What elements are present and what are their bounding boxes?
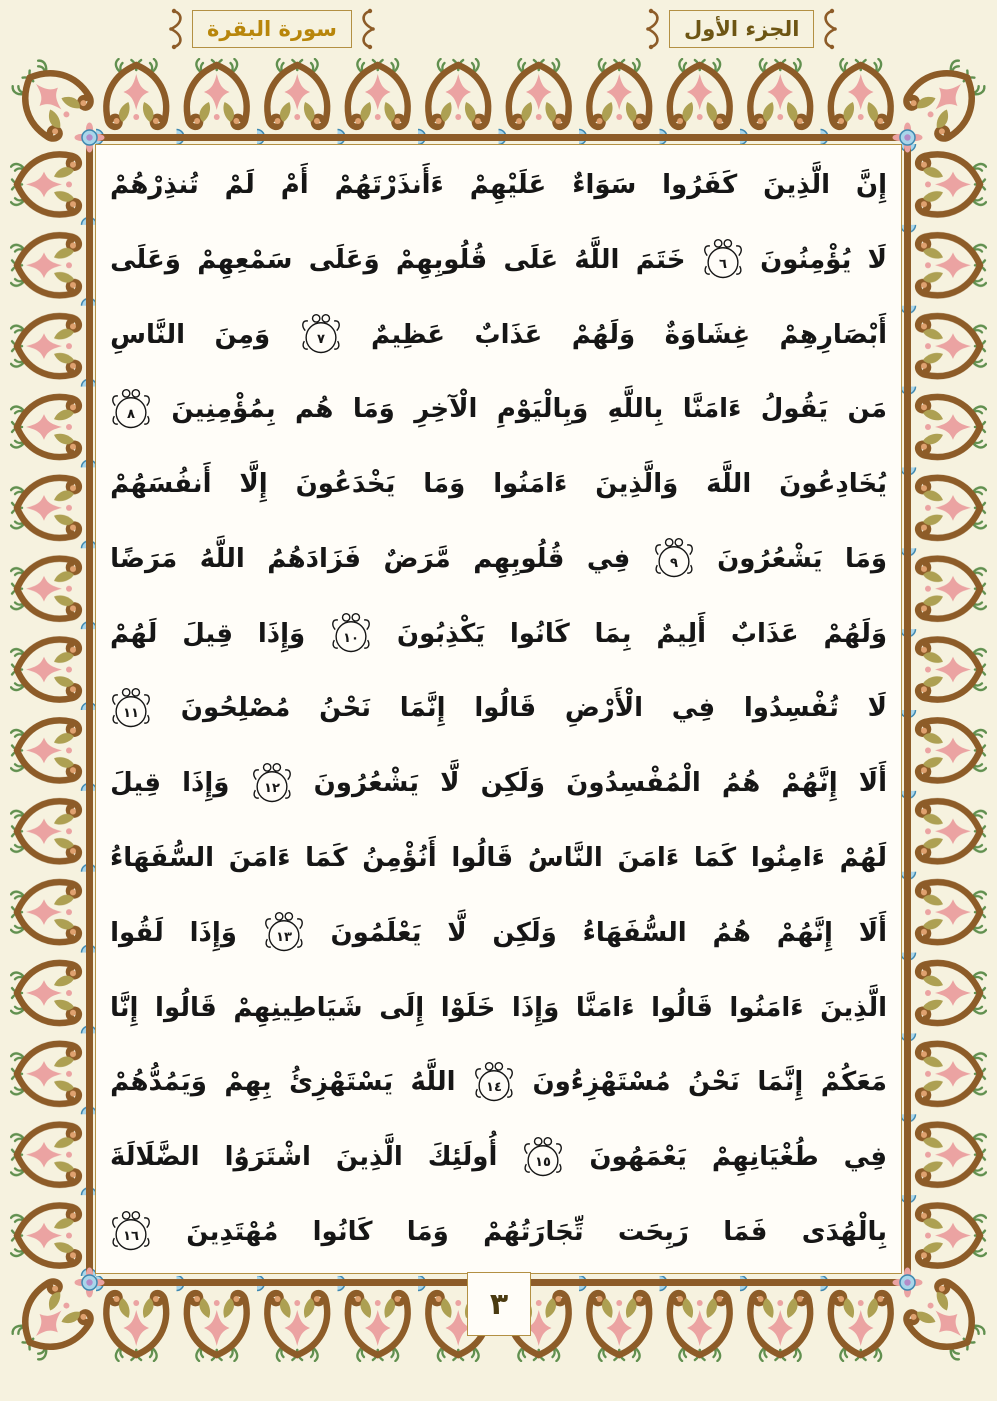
quran-word: وَعَلَى	[110, 244, 181, 275]
quran-line	[110, 898, 887, 969]
quran-word: الَّذِينَ	[335, 1142, 403, 1173]
quran-line	[110, 823, 887, 894]
svg-text:٨: ٨	[126, 406, 136, 422]
quran-line	[110, 1122, 887, 1193]
quran-word: فِي	[843, 1142, 887, 1173]
quran-word: لَقُوا	[110, 917, 164, 948]
quran-line	[110, 599, 887, 670]
quran-word: الضَّلَالَةَ	[110, 1142, 200, 1173]
quran-word: قَالُوا	[155, 992, 217, 1023]
quran-word: بِمُؤْمِنِينَ	[171, 394, 276, 425]
verse-number-medallion	[702, 237, 744, 283]
quran-line	[110, 673, 887, 744]
quran-word: فَمَا	[723, 1216, 768, 1247]
quran-word: بِهِمْ	[224, 1067, 272, 1098]
svg-text:١١: ١١	[123, 705, 140, 721]
quran-word: فَزَادَهُمُ	[267, 543, 362, 574]
cartouche-bracket-icon	[645, 7, 667, 51]
quran-word: ءَامَنَّا	[682, 394, 742, 425]
quran-word: اللَّهُ	[410, 1067, 456, 1098]
quran-word: كَمَا	[305, 843, 348, 874]
svg-text:٧: ٧	[316, 331, 325, 347]
quran-line	[110, 374, 887, 445]
quran-word: سَمْعِهِمْ	[197, 244, 293, 275]
quran-word: عَذَابٌ	[730, 618, 799, 649]
svg-text:١٠: ١٠	[343, 631, 360, 647]
verse-number-medallion	[473, 1060, 515, 1106]
quran-word: ءَأَنذَرْتَهُمْ	[334, 170, 444, 200]
quran-word: أَبْصَارِهِمْ	[779, 319, 887, 350]
quran-word: تُنذِرْهُمْ	[110, 170, 199, 200]
quran-word: مُسْتَهْزِءُونَ	[532, 1067, 671, 1098]
quran-word: لَهُمْ	[110, 618, 158, 649]
quran-word: تُفْسِدُوا	[743, 693, 839, 724]
quran-word: وَإِذَا	[182, 768, 230, 799]
quran-word: قَالُوا	[451, 843, 514, 874]
quran-word: ءَامَنُوا	[493, 469, 568, 500]
quran-word: كَفَرُوا	[662, 170, 738, 200]
quran-line	[110, 449, 887, 520]
quran-word: اشْتَرَوُا	[224, 1142, 311, 1173]
quran-word: تِّجَارَتُهُمْ	[483, 1216, 584, 1247]
cartouche-bracket-icon	[168, 7, 190, 51]
quran-text-area	[110, 150, 887, 1268]
quran-word: سَوَاءٌ	[572, 170, 637, 200]
svg-text:٩: ٩	[669, 556, 678, 572]
cartouche-bracket-icon	[816, 7, 838, 51]
quran-word: وَإِذَا	[257, 618, 306, 649]
page-number: ٣	[467, 1272, 531, 1336]
quran-word: اللَّهَ	[706, 469, 752, 500]
quran-word: السُّفَهَاءُ	[110, 843, 215, 874]
quran-word: مَن	[847, 394, 887, 425]
quran-word: الَّذِينَ	[763, 170, 830, 200]
quran-word: كَمَا	[693, 843, 737, 874]
quran-word: ءَامَنَ	[228, 843, 291, 874]
quran-word: لَّا	[440, 768, 460, 799]
quran-word: النَّاسِ	[110, 319, 186, 350]
svg-text:١٥: ١٥	[535, 1154, 552, 1170]
verse-number-medallion	[263, 910, 305, 956]
quran-word: عَلَى	[503, 244, 559, 275]
quran-word: رَبِحَت	[617, 1216, 689, 1247]
quran-word: يَكْذِبُونَ	[396, 618, 486, 649]
quran-word: وَمِنَ	[214, 319, 271, 350]
quran-word: وَلَكِن	[480, 768, 546, 799]
quran-word: أَنُؤْمِنُ	[362, 843, 437, 874]
quran-word: ءَامَنَ	[617, 843, 680, 874]
quran-word: عَظِيمٌ	[370, 319, 446, 350]
quran-word: بِمَا	[594, 618, 632, 649]
verse-number-medallion	[300, 312, 342, 358]
quran-line	[110, 225, 887, 296]
verse-number-medallion	[251, 761, 293, 807]
quran-word: النَّاسُ	[527, 843, 603, 874]
quran-word: إِنَّا	[110, 992, 139, 1023]
verse-number-medallion	[110, 1209, 152, 1255]
quran-word: وَلَهُمْ	[571, 319, 636, 350]
quran-word: قَالُوا	[651, 992, 713, 1023]
quran-word: وَعَلَى	[308, 244, 380, 275]
quran-word: هُمُ	[721, 768, 761, 799]
quran-word: يَعْمَهُونَ	[589, 1142, 687, 1173]
quran-word: وَإِذَا	[189, 917, 237, 948]
quran-line	[110, 300, 887, 371]
quran-word: لَهُمْ	[839, 843, 887, 874]
quran-word: يَسْتَهْزِئُ	[289, 1067, 394, 1098]
quran-word: قُلُوبِهِمْ	[395, 244, 488, 275]
quran-word: أَلَا	[858, 768, 887, 799]
juz-title: الجزء الأول	[669, 10, 814, 48]
quran-word: الَّذِينَ	[820, 992, 887, 1023]
quran-line	[110, 150, 887, 221]
quran-word: يَعْلَمُونَ	[330, 917, 422, 948]
quran-word: كَانُوا	[509, 618, 570, 649]
quran-word: وَمَا	[406, 1216, 449, 1247]
verse-number-medallion	[110, 387, 152, 433]
quran-word: قَالُوا	[474, 693, 537, 724]
quran-word: مَرَضًا	[110, 543, 178, 574]
quran-word: الْآخِرِ	[414, 394, 478, 425]
quran-word: إِنَّهُمْ	[781, 768, 838, 799]
quran-word: اللَّهُ	[574, 244, 620, 275]
quran-word: لَا	[867, 244, 887, 275]
quran-word: وَإِذَا	[511, 992, 560, 1023]
quran-word: خَلَوْا	[440, 992, 496, 1023]
quran-word: إِنَّ	[855, 170, 887, 200]
quran-line	[110, 1197, 887, 1268]
quran-word: يَخْدَعُونَ	[295, 469, 396, 500]
quran-line	[110, 748, 887, 819]
quran-word: وَلَهُمْ	[823, 618, 887, 649]
quran-word: يَشْعُرُونَ	[313, 768, 420, 799]
svg-text:١٢: ١٢	[263, 780, 280, 796]
quran-word: لَمْ	[224, 170, 255, 200]
quran-word: هُم	[295, 394, 334, 425]
quran-word: مُهْتَدِينَ	[186, 1216, 279, 1247]
quran-word: الْمُفْسِدُونَ	[566, 768, 701, 799]
quran-word: قُلُوبِهِم	[473, 543, 565, 574]
quran-word: مُصْلِحُونَ	[180, 693, 291, 724]
svg-text:١٣: ١٣	[275, 930, 292, 946]
svg-text:١٤: ١٤	[486, 1079, 503, 1095]
verse-number-medallion	[110, 686, 152, 732]
verse-number-medallion	[330, 611, 372, 657]
quran-word: بِاللَّهِ	[607, 394, 664, 425]
quran-word: إِنَّهُمْ	[776, 917, 833, 948]
quran-word: مَّرَضٌ	[383, 543, 451, 574]
quran-word: مَعَكُمْ	[820, 1067, 887, 1098]
quran-word: إِنَّمَا	[757, 1067, 804, 1098]
quran-word: إِنَّمَا	[399, 693, 446, 724]
quran-word: لَّا	[447, 917, 467, 948]
quran-word: عَلَيْهِمْ	[469, 170, 547, 200]
quran-word: إِلَى	[379, 992, 425, 1023]
quran-word: أَنفُسَهُمْ	[110, 469, 212, 500]
quran-line	[110, 524, 887, 595]
quran-word: يُخَادِعُونَ	[779, 469, 887, 500]
quran-word: إِلَّا	[239, 469, 268, 500]
quran-word: أَمْ	[280, 170, 309, 200]
quran-word: يَشْعُرُونَ	[717, 543, 823, 574]
quran-word: فِي	[586, 543, 631, 574]
quran-word: وَمَا	[423, 469, 466, 500]
quran-word: أَلِيمٌ	[656, 618, 707, 649]
quran-word: عَذَابٌ	[474, 319, 543, 350]
quran-word: السُّفَهَاءُ	[582, 917, 687, 948]
surah-title-cartouche	[168, 7, 376, 51]
quran-word: يُؤْمِنُونَ	[760, 244, 852, 275]
quran-word: اللَّهُ	[199, 543, 245, 574]
quran-word: أُولَئِكَ	[427, 1142, 498, 1173]
svg-text:١٦: ١٦	[122, 1229, 140, 1245]
quran-word: نَحْنُ	[319, 693, 371, 724]
quran-line	[110, 973, 887, 1044]
juz-title-cartouche	[645, 7, 838, 51]
quran-word: وَبِالْيَوْمِ	[496, 394, 589, 425]
quran-word: الْأَرْضِ	[564, 693, 644, 724]
quran-word: وَمَا	[844, 543, 887, 574]
quran-word: وَلَكِن	[492, 917, 557, 948]
quran-word: أَلَا	[858, 917, 887, 948]
quran-word: وَيَمُدُّهُمْ	[110, 1067, 207, 1098]
quran-word: نَحْنُ	[688, 1067, 740, 1098]
surah-title: سورة البقرة	[192, 10, 352, 48]
quran-word: وَمَا	[352, 394, 395, 425]
quran-word: فِي	[671, 693, 716, 724]
quran-word: يَقُولُ	[760, 394, 829, 425]
quran-word: خَتَمَ	[635, 244, 686, 275]
quran-word: قِيلَ	[182, 618, 234, 649]
quran-line	[110, 1047, 887, 1118]
quran-word: غِشَاوَةٌ	[664, 319, 751, 350]
quran-word: بِالْهُدَى	[801, 1216, 887, 1247]
quran-word: قِيلَ	[110, 768, 161, 799]
cartouche-bracket-icon	[354, 7, 376, 51]
quran-word: ءَامَنُوا	[729, 992, 804, 1023]
quran-word: كَانُوا	[312, 1216, 373, 1247]
quran-word: وَالَّذِينَ	[595, 469, 679, 500]
quran-word: طُغْيَانِهِمْ	[711, 1142, 819, 1173]
quran-word: هُمُ	[712, 917, 751, 948]
quran-word: لَا	[867, 693, 887, 724]
quran-word: ءَامِنُوا	[750, 843, 825, 874]
verse-number-medallion	[653, 536, 695, 582]
verse-number-medallion	[522, 1135, 564, 1181]
quran-word: ءَامَنَّا	[575, 992, 635, 1023]
quran-word: شَيَاطِينِهِمْ	[233, 992, 363, 1023]
svg-text:٦: ٦	[718, 257, 727, 273]
